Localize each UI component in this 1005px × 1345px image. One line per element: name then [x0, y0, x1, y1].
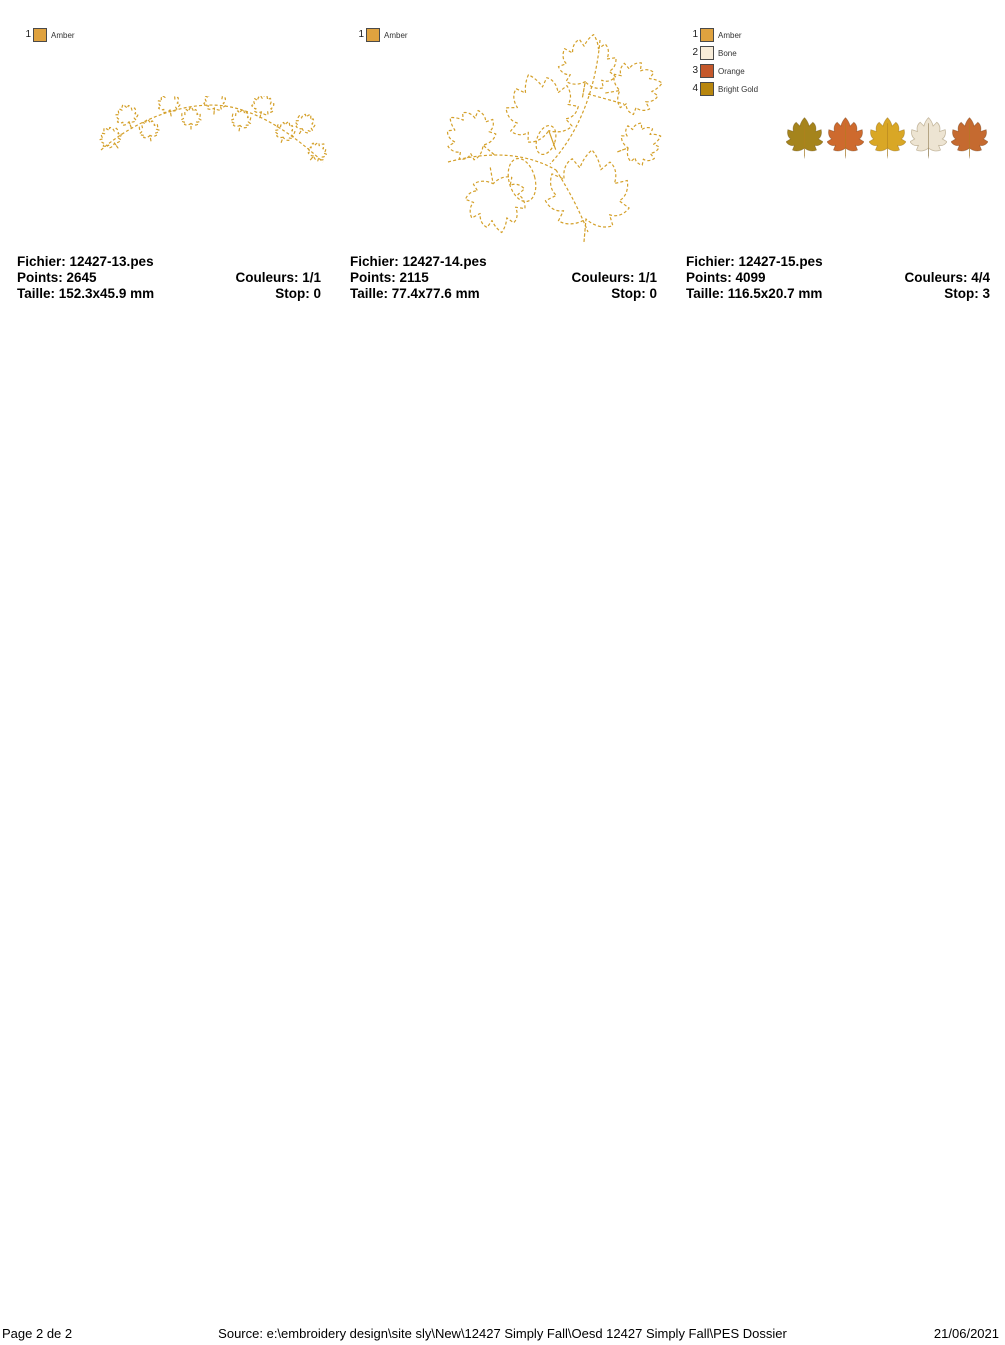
- thread-number: 1: [692, 29, 698, 40]
- thread-legend-row: [689, 44, 758, 62]
- vine-stem: [550, 40, 600, 164]
- color-swatch: [33, 28, 47, 42]
- maple-leaf-icon: [95, 122, 127, 154]
- thread-legend-row: [689, 62, 758, 80]
- maple-leaf-icon: [542, 146, 634, 242]
- color-count: Couleurs: 1/1: [571, 270, 657, 285]
- thread-color-name: Amber: [51, 30, 75, 40]
- file-name: Fichier: 12427-15.pes: [686, 254, 823, 269]
- page-footer: [0, 1326, 1005, 1342]
- stitch-count: Points: 2645: [17, 270, 97, 285]
- maple-leaf-icon: [303, 138, 330, 167]
- thread-number: 4: [692, 83, 698, 94]
- file-name: Fichier: 12427-14.pes: [350, 254, 487, 269]
- oval-leaf-icon: [532, 123, 559, 157]
- thread-legend-1: [22, 26, 75, 44]
- maple-leaf-icon: [495, 62, 590, 161]
- maple-leaf-icon: [869, 116, 906, 160]
- thread-legend-2: [355, 26, 408, 44]
- thread-legend-row: [689, 80, 758, 98]
- color-swatch: [700, 46, 714, 60]
- thread-color-name: Bright Gold: [718, 84, 759, 94]
- design-info-right: [235, 270, 321, 302]
- design-info-left: [17, 254, 154, 302]
- color-swatch: [366, 28, 380, 42]
- maple-leaf-icon: [137, 117, 161, 142]
- maple-leaf-icon: [786, 116, 823, 160]
- stitch-count: Points: 4099: [686, 270, 766, 285]
- page-number: Page 2 de 2: [2, 1326, 73, 1341]
- color-swatch: [700, 82, 714, 96]
- maple-leaf-icon: [272, 118, 298, 146]
- thread-number: 1: [25, 29, 31, 40]
- design-info-right: [571, 270, 657, 302]
- maple-leaf-icon: [438, 98, 511, 175]
- design-info-left: [350, 254, 487, 302]
- thread-number: 3: [692, 65, 698, 76]
- color-swatch: [700, 28, 714, 42]
- thread-number: 1: [358, 29, 364, 40]
- thread-color-name: Bone: [718, 48, 737, 58]
- maple-leaf-icon: [951, 116, 988, 160]
- stop-count: Stop: 0: [275, 286, 321, 301]
- design-size: Taille: 116.5x20.7 mm: [686, 286, 823, 301]
- embroidery-preview-leaf-border: [786, 114, 988, 162]
- maple-leaf-icon: [229, 107, 253, 132]
- color-count: Couleurs: 1/1: [235, 270, 321, 285]
- stop-count: Stop: 0: [611, 286, 657, 301]
- embroidery-preview-leaf-garland: [95, 96, 330, 176]
- color-swatch: [700, 64, 714, 78]
- thread-color-name: Orange: [718, 66, 745, 76]
- thread-number: 2: [692, 47, 698, 58]
- maple-leaf-icon: [249, 96, 277, 121]
- file-name: Fichier: 12427-13.pes: [17, 254, 154, 269]
- thread-legend-row: [22, 26, 75, 44]
- maple-leaf-icon: [461, 162, 532, 237]
- design-info-2: [350, 254, 657, 302]
- maple-leaf-icon: [291, 109, 319, 138]
- thread-color-name: Amber: [718, 30, 742, 40]
- design-info-right: [904, 270, 990, 302]
- vine-stem: [101, 105, 323, 162]
- maple-leaf-icon: [181, 107, 201, 129]
- maple-leaf-icon: [113, 101, 142, 131]
- stop-count: Stop: 3: [944, 286, 990, 301]
- design-info-left: [686, 254, 823, 302]
- print-date: 21/06/2021: [933, 1326, 999, 1341]
- design-info-3: [686, 254, 990, 302]
- maple-leaf-icon: [827, 116, 864, 160]
- maple-leaf-icon: [601, 57, 666, 118]
- maple-leaf-icon: [610, 116, 668, 171]
- thread-color-name: Amber: [384, 30, 408, 40]
- thread-legend-row: [355, 26, 408, 44]
- design-size: Taille: 152.3x45.9 mm: [17, 286, 155, 301]
- thread-legend-3: [689, 26, 758, 98]
- color-count: Couleurs: 4/4: [904, 270, 990, 285]
- design-size: Taille: 77.4x77.6 mm: [350, 286, 480, 301]
- thread-legend-row: [689, 26, 758, 44]
- source-path: Source: e:\embroidery design\site sly\New\12427 Simply Fall\Oesd 12427 Simply Fall\PES Dossier: [218, 1326, 787, 1341]
- design-info-1: [17, 254, 321, 302]
- vine-stem: [448, 155, 556, 170]
- maple-leaf-icon: [910, 116, 947, 160]
- embroidery-preview-leaf-corner: [438, 32, 668, 242]
- stitch-count: Points: 2115: [350, 270, 429, 285]
